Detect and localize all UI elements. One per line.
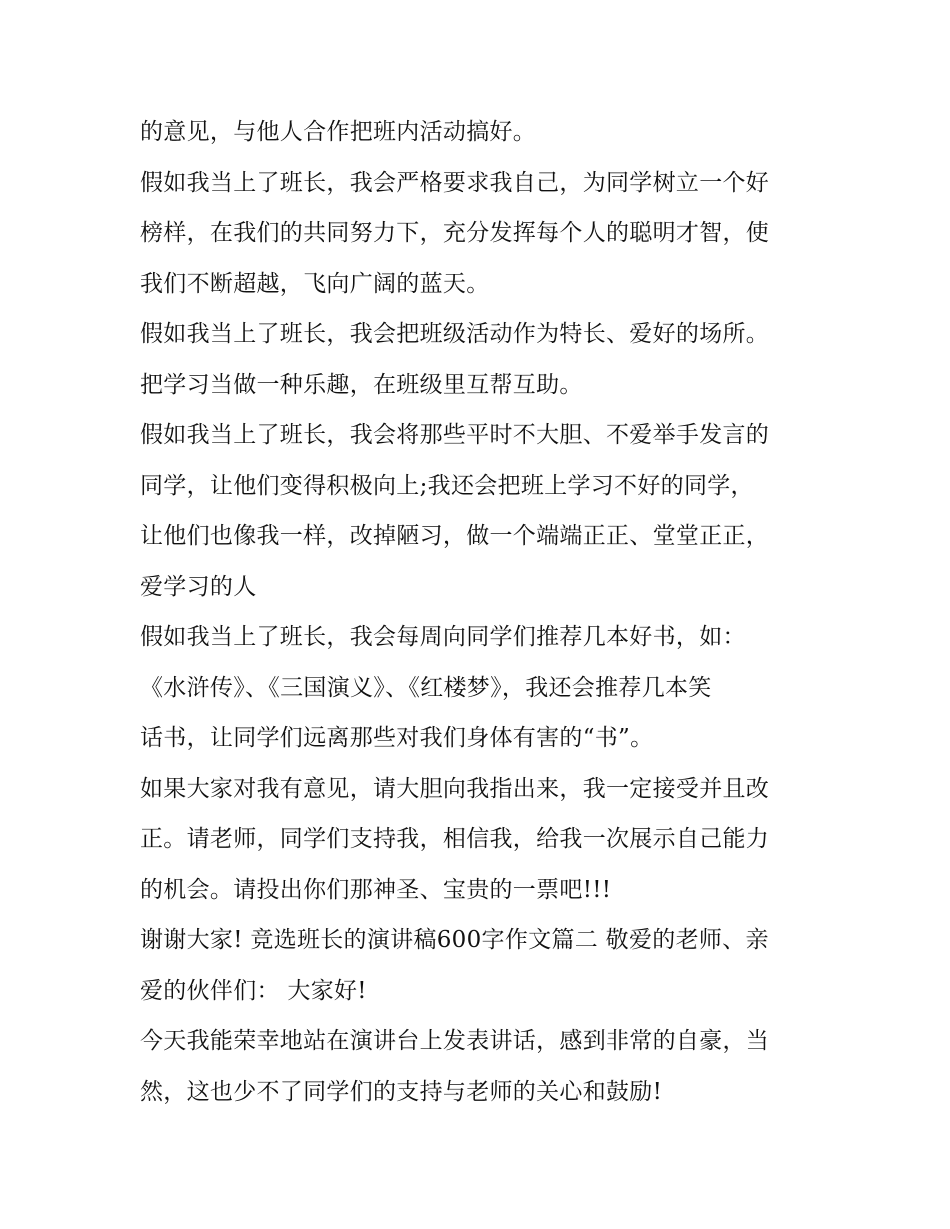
text-line: 然，这也少不了同学们的支持与老师的关心和鼓励!: [140, 1078, 663, 1105]
text-line: 正。请老师，同学们支持我，相信我，给我一次展示自己能力: [140, 826, 770, 852]
text-line: 榜样，在我们的共同努力下，充分发挥每个人的聪明才智，使: [140, 220, 770, 246]
text-line: 今天我能荣幸地站在演讲台上发表讲话，感到非常的自豪，当: [140, 1028, 770, 1054]
text-line: 的机会。请投出你们那神圣、宝贵的一票吧!!!: [140, 876, 612, 903]
text-line: 把学习当做一种乐趣，在班级里互帮互助。: [140, 371, 583, 398]
text-line: 让他们也像我一样，改掉陋习，做一个端端正正、堂堂正正，: [140, 523, 770, 549]
text-line: 假如我当上了班长，我会将那些平时不大胆、不爱举手发言的: [140, 422, 770, 448]
text-line: 假如我当上了班长，我会把班级活动作为特长、爱好的场所。: [140, 321, 770, 347]
text-line: 爱学习的人: [140, 573, 257, 600]
text-line: 假如我当上了班长，我会每周向同学们推荐几本好书，如：: [140, 624, 746, 650]
text-line: 的意见，与他人合作把班内活动搞好。: [140, 119, 537, 145]
text-line: 爱的伙伴们： 大家好!: [140, 977, 367, 1004]
text-line: 如果大家对我有意见，请大胆向我指出来，我一定接受并且改: [140, 775, 770, 802]
text-line: 《水浒传》、《三国演义》、《红楼梦》，我还会推荐几本笑: [140, 674, 712, 701]
document-body: [140, 107, 820, 1117]
text-line: 我们不断超越，飞向广阔的蓝天。: [140, 270, 490, 297]
text-line: 假如我当上了班长，我会严格要求我自己，为同学树立一个好: [140, 169, 770, 196]
text-line: 话书，让同学们远离那些对我们身体有害的“书”。: [140, 725, 654, 751]
text-line: 同学，让他们变得积极向上;我还会把班上学习不好的同学，: [140, 472, 754, 499]
text-line: 谢谢大家! 竞选班长的演讲稿600字作文篇二 敬爱的老师、亲: [140, 927, 769, 953]
